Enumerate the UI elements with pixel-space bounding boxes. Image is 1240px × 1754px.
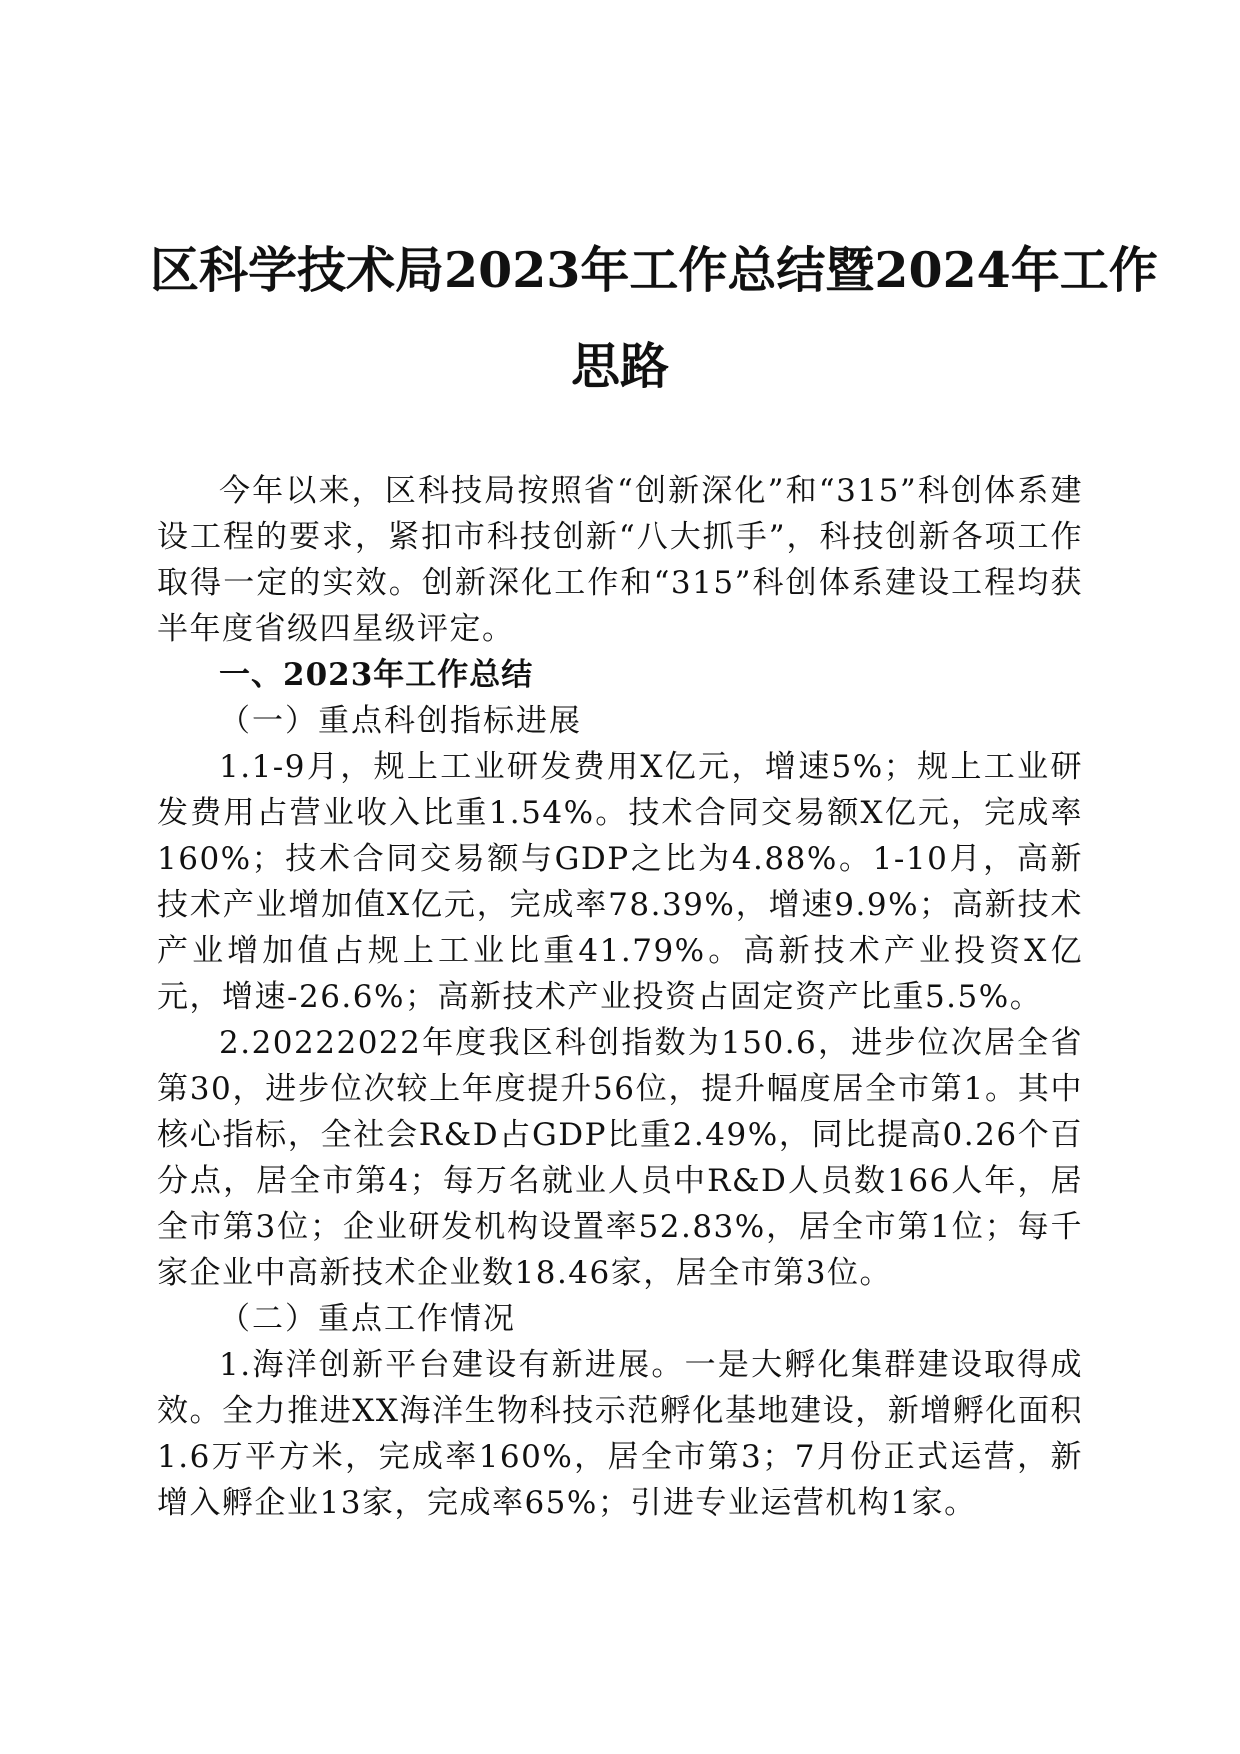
title-line-1: 区科学技术局2023年工作总结暨2024年工作 <box>150 241 1158 299</box>
subsection-heading-key-work: （二）重点工作情况 <box>219 1301 516 1337</box>
title-line-2: 思路 <box>570 337 669 395</box>
paragraph-innovation-index: 2.20222022年度我区科创指数为150.6，进步位次居全省第30，进步位次较上年度提升56位，提升幅度居全市第1。其中核心指标，全社会R&D占GDP比重2.49%，同比提高0.26个百分点，居全市第4；每万名就业人员中R&D人员数166人年，居全市第3位；企业研发机构设置率52.83%，居全市第1位；每千家企业中高新技术企业数18.46家，居全市第3位。 <box>157 1025 1083 1291</box>
paragraph-marine-platform: 1.海洋创新平台建设有新进展。一是大孵化集群建设取得成效。全力推进XX海洋生物科技示范孵化基地建设，新增孵化面积1.6万平方米，完成率160%，居全市第3；7月份正式运营，新增入孵企业13家，完成率65%；引进专业运营机构1家。 <box>157 1347 1083 1521</box>
section-heading-summary: 一、2023年工作总结 <box>219 657 534 693</box>
document-body <box>157 468 1083 1526</box>
intro-paragraph: 今年以来，区科技局按照省“创新深化”和“315”科创体系建设工程的要求，紧扣市科技创新“八大抓手”，科技创新各项工作取得一定的实效。创新深化工作和“315”科创体系建设工程均获半年度省级四星级评定。 <box>157 473 1083 647</box>
paragraph-rd-expenses: 1.1-9月，规上工业研发费用X亿元，增速5%；规上工业研发费用占营业收入比重1.54%。技术合同交易额X亿元，完成率160%；技术合同交易额与GDP之比为4.88%。1-10月，高新技术产业增加值X亿元，完成率78.39%，增速9.9%；高新技术产业增加值占规上工业比重41.79%。高新技术产业投资X亿元，增速-26.6%；高新技术产业投资占固定资产比重5.5%。 <box>157 749 1083 1015</box>
document-title <box>150 222 1158 414</box>
subsection-heading-indicators: （一）重点科创指标进展 <box>219 703 582 739</box>
